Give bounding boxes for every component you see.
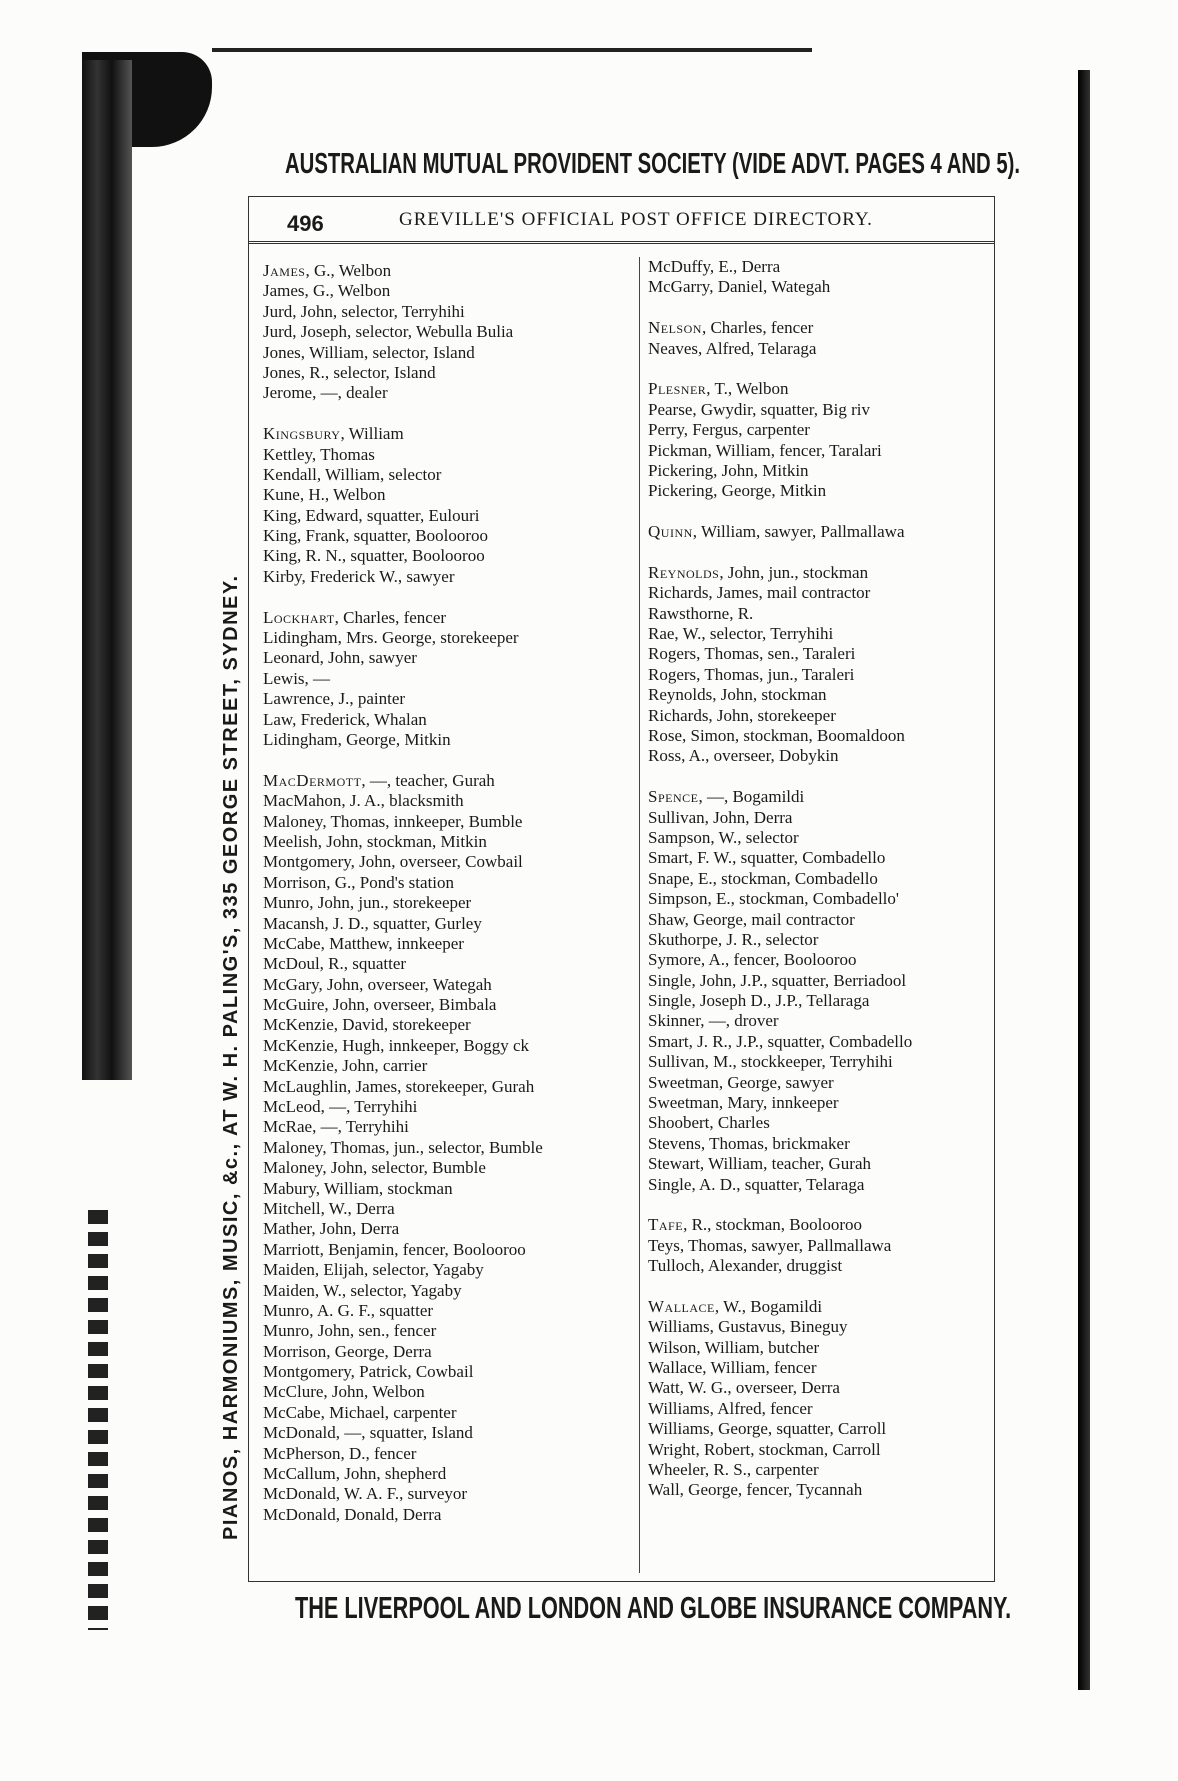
directory-entry <box>648 1419 1008 1439</box>
bottom-advertisement: THE LIVERPOOL AND LONDON AND GLOBE INSURANCE COMPANY. <box>295 1590 1012 1625</box>
entry-text: Single, John, J.P., squatter, Berriadool <box>648 970 907 990</box>
directory-entry <box>648 1134 1008 1154</box>
entry-text: Neaves, Alfred, Telaraga <box>648 338 817 358</box>
entry-text: McDuffy, E., Derra <box>648 257 781 276</box>
page-header <box>249 197 994 244</box>
directory-entry <box>648 706 1008 726</box>
entry-text: James, G., Welbon <box>263 281 391 301</box>
directory-entry <box>648 808 1008 828</box>
binding-edge-lower <box>88 1210 108 1630</box>
entry-text: McRae, —, Terryhihi <box>263 1117 409 1137</box>
binding-edge <box>82 60 132 1080</box>
entry-text: Williams, Gustavus, Bineguy <box>648 1317 848 1337</box>
entry-text: McKenzie, Hugh, innkeeper, Boggy ck <box>263 1035 530 1055</box>
directory-entry <box>648 1297 1008 1317</box>
entry-surname: Plesner <box>648 379 707 399</box>
entry-text: Kettley, Thomas <box>263 444 375 464</box>
directory-entry <box>648 1378 1008 1398</box>
entry-text: McCabe, Michael, carpenter <box>263 1402 457 1422</box>
directory-page <box>248 196 995 1582</box>
section-gap <box>648 1277 1008 1297</box>
entry-text: , W., Bogamildi <box>714 1296 823 1316</box>
entry-text: Ross, A., overseer, Dobykin <box>648 746 839 766</box>
entry-text: Wallace, William, fencer <box>648 1358 817 1378</box>
directory-entry <box>648 339 1008 359</box>
right-column <box>639 257 1008 1573</box>
entry-text: Williams, George, squatter, Carroll <box>648 1419 887 1439</box>
directory-entry <box>648 1256 1008 1276</box>
entry-text: Pickering, George, Mitkin <box>648 481 827 501</box>
directory-entry <box>648 1236 1008 1256</box>
directory-entry <box>648 583 1008 603</box>
entry-text: Mather, John, Derra <box>263 1219 400 1239</box>
entry-text: Maloney, John, selector, Bumble <box>263 1158 486 1178</box>
entry-text: Snape, E., stockman, Combadello <box>648 868 878 888</box>
entry-text: Watt, W. G., overseer, Derra <box>648 1378 840 1398</box>
entry-text: , William <box>340 424 404 444</box>
entry-text: Shaw, George, mail contractor <box>648 909 855 929</box>
entry-text: Wright, Robert, stockman, Carroll <box>648 1439 881 1459</box>
directory-entry <box>648 1338 1008 1358</box>
directory-entry <box>648 848 1008 868</box>
entry-text: , G., Welbon <box>305 261 392 280</box>
entry-surname: Tafe <box>648 1215 684 1235</box>
entry-text: Macansh, J. D., squatter, Gurley <box>263 913 482 933</box>
entry-surname: Reynolds <box>648 562 720 582</box>
entry-text: , —, Bogamildi <box>698 787 805 807</box>
entry-text: Wall, George, fencer, Tycannah <box>648 1480 863 1500</box>
entry-text: Maiden, W., selector, Yagaby <box>263 1280 462 1300</box>
directory-entry <box>648 1154 1008 1174</box>
entry-surname: Lockhart <box>263 607 335 627</box>
directory-entry <box>648 420 1008 440</box>
entry-text: McDonald, —, squatter, Island <box>263 1423 473 1443</box>
directory-entry <box>648 1032 1008 1052</box>
directory-entry <box>648 910 1008 930</box>
directory-entry <box>648 441 1008 461</box>
entry-text: Reynolds, John, stockman <box>648 685 827 705</box>
entry-text: McGarry, Daniel, Wategah <box>648 277 831 297</box>
entry-text: , T., Welbon <box>706 379 789 399</box>
entry-text: Single, Joseph D., J.P., Tellaraga <box>648 991 870 1011</box>
entry-text: Lewis, — <box>263 668 331 688</box>
directory-entry <box>648 746 1008 766</box>
entry-text: Wilson, William, butcher <box>648 1337 820 1357</box>
page-number: 496 <box>287 211 324 236</box>
entry-text: Simpson, E., stockman, Combadello' <box>648 889 899 909</box>
directory-entry <box>648 461 1008 481</box>
section-gap <box>648 542 1008 562</box>
entry-text: Maloney, Thomas, innkeeper, Bumble <box>263 811 523 831</box>
entry-text: Sweetman, George, sawyer <box>648 1072 834 1092</box>
entry-text: Sullivan, M., stockkeeper, Terryhihi <box>648 1052 893 1072</box>
directory-entry <box>648 644 1008 664</box>
directory-entry <box>648 1073 1008 1093</box>
entry-text: Jones, William, selector, Island <box>263 342 475 362</box>
entry-text: Montgomery, John, overseer, Cowbail <box>263 852 523 872</box>
entry-text: King, Frank, squatter, Boolooroo <box>263 526 489 546</box>
entry-text: Richards, John, storekeeper <box>648 705 836 725</box>
directory-entry <box>648 481 1008 501</box>
side-advertisement: PIANOS, HARMONIUMS, MUSIC, &c., AT W. H. PALING'S, 335 GEORGE STREET, SYDNEY. <box>220 574 242 1540</box>
entry-text: Sweetman, Mary, innkeeper <box>648 1093 839 1113</box>
directory-entry <box>648 1460 1008 1480</box>
entry-text: McKenzie, John, carrier <box>263 1056 428 1076</box>
entry-surname: Nelson <box>648 318 702 338</box>
entry-text: Jurd, John, selector, Terryhihi <box>263 301 465 321</box>
directory-entry <box>648 563 1008 583</box>
entry-surname: Kingsbury <box>263 424 341 444</box>
entry-text: Wheeler, R. S., carpenter <box>648 1460 819 1480</box>
entry-text: Kirby, Frederick W., sawyer <box>263 566 455 586</box>
entry-text: Leonard, John, sawyer <box>263 648 417 668</box>
entry-text: Rae, W., selector, Terryhihi <box>648 624 834 644</box>
entry-text: Pickman, William, fencer, Taralari <box>648 440 882 460</box>
directory-entry <box>648 991 1008 1011</box>
entry-text: Stevens, Thomas, brickmaker <box>648 1133 850 1153</box>
entry-text: Pearse, Gwydir, squatter, Big riv <box>648 399 870 419</box>
entry-text: McGuire, John, overseer, Bimbala <box>263 995 497 1015</box>
entry-surname: Wallace <box>648 1296 715 1316</box>
entry-text: , John, jun., stockman <box>719 562 869 582</box>
page-edge-shadow <box>1078 70 1090 1690</box>
entry-text: Maiden, Elijah, selector, Yagaby <box>263 1260 484 1280</box>
page-title: GREVILLE'S OFFICIAL POST OFFICE DIRECTORY. <box>399 209 873 230</box>
entry-text: Rogers, Thomas, jun., Taraleri <box>648 664 855 684</box>
entry-text: Tulloch, Alexander, druggist <box>648 1256 843 1276</box>
entry-text: King, R. N., squatter, Boolooroo <box>263 546 485 566</box>
entry-text: Lawrence, J., painter <box>263 689 406 709</box>
directory-entry <box>648 1399 1008 1419</box>
directory-entry <box>648 950 1008 970</box>
directory-entry <box>648 318 1008 338</box>
entry-text: Rose, Simon, stockman, Boomaldoon <box>648 725 905 745</box>
entry-text: Jones, R., selector, Island <box>263 362 436 382</box>
entry-text: Rawsthorne, R. <box>648 603 754 623</box>
directory-entry <box>648 1113 1008 1133</box>
entry-text: Perry, Fergus, carpenter <box>648 420 810 440</box>
entry-surname: Spence <box>648 787 699 807</box>
entry-text: Jurd, Joseph, selector, Webulla Bulia <box>263 322 514 342</box>
entry-text: Munro, John, jun., storekeeper <box>263 893 472 913</box>
entry-text: McDonald, W. A. F., surveyor <box>263 1484 468 1504</box>
entry-text: , Charles, fencer <box>334 607 447 627</box>
entry-surname: MacDermott <box>263 770 362 790</box>
directory-entry <box>648 1011 1008 1031</box>
entry-text: Smart, J. R., J.P., squatter, Combadello <box>648 1031 913 1051</box>
directory-entry <box>648 379 1008 399</box>
entry-text: Morrison, George, Derra <box>263 1341 432 1361</box>
directory-entry <box>648 1093 1008 1113</box>
directory-entry <box>648 1440 1008 1460</box>
directory-entry <box>648 624 1008 644</box>
entry-text: Mabury, William, stockman <box>263 1178 453 1198</box>
directory-entry <box>648 1358 1008 1378</box>
entry-text: Lidingham, George, Mitkin <box>263 729 451 749</box>
directory-entry <box>648 1317 1008 1337</box>
entry-text: McLeod, —, Terryhihi <box>263 1097 418 1117</box>
entry-text: Shoobert, Charles <box>648 1113 770 1133</box>
entry-text: McClure, John, Welbon <box>263 1382 425 1402</box>
entry-text: Rogers, Thomas, sen., Taraleri <box>648 644 856 664</box>
directory-entry <box>648 889 1008 909</box>
directory-entry <box>648 685 1008 705</box>
section-gap <box>648 359 1008 379</box>
entry-text: Williams, Alfred, fencer <box>648 1398 813 1418</box>
entry-text: Sampson, W., selector <box>648 827 799 847</box>
top-rule <box>212 48 812 52</box>
entry-text: Jerome, —, dealer <box>263 383 388 403</box>
directory-entry <box>648 869 1008 889</box>
entry-text: Kendall, William, selector <box>263 464 442 484</box>
entry-text: Symore, A., fencer, Boolooroo <box>648 950 857 970</box>
entry-text: Montgomery, Patrick, Cowbail <box>263 1362 474 1382</box>
entry-text: Munro, John, sen., fencer <box>263 1321 437 1341</box>
entry-text: , —, teacher, Gurah <box>361 770 495 790</box>
entry-text: Pickering, John, Mitkin <box>648 460 809 480</box>
entry-text: Skuthorpe, J. R., selector <box>648 929 819 949</box>
entry-surname: Quinn <box>648 522 693 542</box>
directory-entry <box>648 604 1008 624</box>
directory-entry <box>648 665 1008 685</box>
directory-entry <box>648 930 1008 950</box>
entry-text: Sullivan, John, Derra <box>648 807 793 827</box>
directory-entry <box>648 277 1008 297</box>
entry-text: Teys, Thomas, sawyer, Pallmallawa <box>648 1235 892 1255</box>
entry-text: McCabe, Matthew, innkeeper <box>263 933 464 953</box>
directory-entry <box>648 787 1008 807</box>
entry-text: McPherson, D., fencer <box>263 1443 417 1463</box>
directory-entry <box>648 1480 1008 1500</box>
directory-entry <box>648 1052 1008 1072</box>
directory-entry <box>648 400 1008 420</box>
section-gap <box>648 767 1008 787</box>
entry-text: , William, sawyer, Pallmallawa <box>692 522 905 542</box>
directory-entry <box>648 1215 1008 1235</box>
directory-entry <box>648 257 1008 277</box>
entry-text: McGary, John, overseer, Wategah <box>263 974 492 994</box>
entry-text: MacMahon, J. A., blacksmith <box>263 791 464 811</box>
top-advertisement: AUSTRALIAN MUTUAL PROVIDENT SOCIETY (VIDE ADVT. PAGES 4 AND 5). <box>285 148 1021 180</box>
entry-text: Stewart, William, teacher, Gurah <box>648 1154 872 1174</box>
entry-text: Kune, H., Welbon <box>263 485 386 505</box>
entry-text: , R., stockman, Boolooroo <box>683 1215 863 1235</box>
entry-text: Maloney, Thomas, jun., selector, Bumble <box>263 1137 543 1157</box>
entry-text: Lidingham, Mrs. George, storekeeper <box>263 628 519 648</box>
entry-text: Richards, James, mail contractor <box>648 583 871 603</box>
entry-text: , Charles, fencer <box>701 318 814 338</box>
entry-text: Smart, F. W., squatter, Combadello <box>648 848 886 868</box>
entry-text: Meelish, John, stockman, Mitkin <box>263 831 487 851</box>
entry-text: McKenzie, David, storekeeper <box>263 1015 471 1035</box>
directory-entry <box>648 1175 1008 1195</box>
section-gap <box>648 1195 1008 1215</box>
entry-text: McDonald, Donald, Derra <box>263 1504 442 1524</box>
entry-text: McLaughlin, James, storekeeper, Gurah <box>263 1076 535 1096</box>
directory-entry <box>648 828 1008 848</box>
entry-text: Single, A. D., squatter, Telaraga <box>648 1174 865 1194</box>
section-gap <box>648 502 1008 522</box>
entry-text: Mitchell, W., Derra <box>263 1198 395 1218</box>
directory-entry <box>648 971 1008 991</box>
entry-text: Marriott, Benjamin, fencer, Boolooroo <box>263 1239 526 1259</box>
directory-entry <box>648 726 1008 746</box>
entry-text: McCallum, John, shepherd <box>263 1464 447 1484</box>
entry-text: McDoul, R., squatter <box>263 954 407 974</box>
section-gap <box>648 298 1008 318</box>
entry-surname: James <box>263 261 306 280</box>
entry-text: Munro, A. G. F., squatter <box>263 1300 434 1320</box>
entry-text: Skinner, —, drover <box>648 1011 779 1031</box>
entry-text: King, Edward, squatter, Eulouri <box>263 505 480 525</box>
entry-text: Morrison, G., Pond's station <box>263 872 455 892</box>
entry-text: Law, Frederick, Whalan <box>263 709 427 729</box>
directory-entry <box>648 522 1008 542</box>
